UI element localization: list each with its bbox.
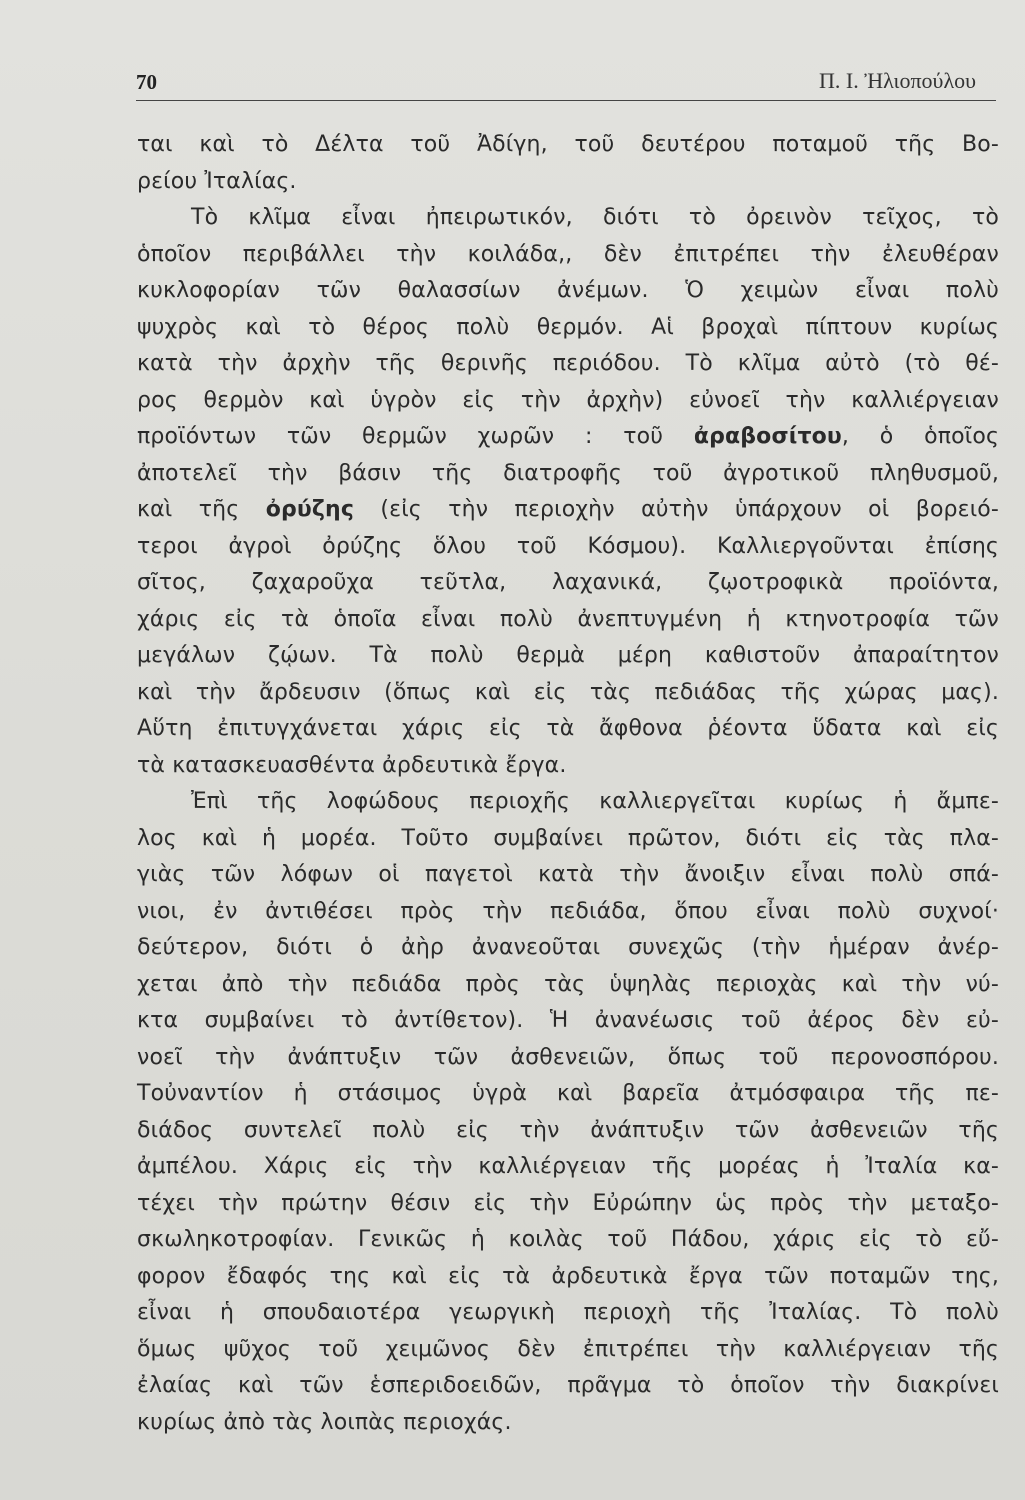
text-line: χεται ἀπὸ τὴν πεδιάδα πρὸς τὰς ὑψηλὰς περιοχὰς καὶ τὴν νύ- <box>137 971 999 997</box>
line-segment: (εἰς τὴν περιοχὴν αὐτὴν ὑπάρχουν οἱ βορειό- <box>354 497 1000 522</box>
text-line: κατὰ τὴν ἀρχὴν τῆς θερινῆς περιόδου. Τὸ κλῖμα αὐτὸ (τὸ θέ- <box>137 351 999 376</box>
running-head: Π. Ι. Ἠλιοπούλου <box>819 68 976 93</box>
text-line: τέχει τὴν πρώτην θέσιν εἰς τὴν Εὐρώπην ὡς πρὸς τὴν μεταξο- <box>137 1190 999 1216</box>
text-line: μεγάλων ζῴων. Τὰ πολὺ θερμὰ μέρη καθιστοῦν ἀπαραίτητον <box>137 643 999 668</box>
header-rule <box>136 100 996 101</box>
text-line: δεύτερον, διότι ὁ ἀὴρ ἀνανεοῦται συνεχῶς (τὴν ἡμέραν ἀνέρ- <box>137 935 999 960</box>
text-line: εἶναι ἡ σπουδαιοτέρα γεωργικὴ περιοχὴ τῆς Ἰταλίας. Τὸ πολὺ <box>137 1300 999 1325</box>
text-line: σῖτος, ζαχαροῦχα τεῦτλα, λαχανικά, ζῳοτροφικὰ προϊόντα, <box>137 570 999 595</box>
text-line: γιὰς τῶν λόφων οἱ παγετοὶ κατὰ τὴν ἄνοιξιν εἶναι πολὺ σπά- <box>137 862 999 887</box>
text-line: νοεῖ τὴν ἀνάπτυξιν τῶν ἀσθενειῶν, ὅπως τοῦ περονοσπόρου. <box>137 1044 999 1070</box>
text-line: Αὕτη ἐπιτυγχάνεται χάρις εἰς τὰ ἄφθονα ῥέοντα ὕδατα καὶ εἰς <box>137 716 999 741</box>
text-line: τὰ κατασκευασθέντα ἀρδευτικὰ ἔργα. <box>137 752 567 778</box>
text-line: τεροι ἀγροὶ ὀρύζης ὅλου τοῦ Κόσμου). Καλλιεργοῦνται ἐπίσης <box>137 533 999 559</box>
text-line: ψυχρὸς καὶ τὸ θέρος πολὺ θερμόν. Αἱ βροχαὶ πίπτουν κυρίως <box>137 314 999 340</box>
text-line <box>137 492 999 529</box>
text-line: καὶ τὴν ἄρδευσιν (ὅπως καὶ εἰς τὰς πεδιάδας τῆς χώρας μας). <box>137 679 999 705</box>
text-line: Τὸ κλῖμα εἶναι ἠπειρωτικόν, διότι τὸ ὀρεινὸν τεῖχος, τὸ <box>191 205 999 230</box>
text-line: κυρίως ἀπὸ τὰς λοιπὰς περιοχάς. <box>137 1409 512 1435</box>
text-line: ἀμπέλου. Χάρις εἰς τὴν καλλιέργειαν τῆς μορέας ἡ Ἰταλία κα- <box>137 1154 999 1179</box>
page-number: 70 <box>136 70 157 94</box>
text-line: ὁποῖον περιβάλλει τὴν κοιλάδα,, δὲν ἐπιτρέπει τὴν ἐλευθέραν <box>137 241 999 267</box>
text-line: κυκλοφορίαν τῶν θαλασσίων ἀνέμων. Ὁ χειμὼν εἶναι πολὺ <box>137 278 999 303</box>
text-line: χάρις εἰς τὰ ὁποῖα εἶναι πολὺ ἀνεπτυγμένη ἡ κτηνοτροφία τῶν <box>137 606 999 632</box>
text-line: ἐλαίας καὶ τῶν ἑσπεριδοειδῶν, πρᾶγμα τὸ ὁποῖον τὴν διακρίνει <box>137 1373 999 1398</box>
text-line: κτα συμβαίνει τὸ ἀντίθετον). Ἡ ἀνανέωσις τοῦ ἀέρος δὲν εὐ- <box>137 1008 999 1033</box>
body-text <box>137 127 999 1441</box>
text-line: ρείου Ἰταλίας. <box>137 168 297 194</box>
text-line: Τοὐναντίον ἡ στάσιμος ὑγρὰ καὶ βαρεῖα ἀτμόσφαιρα τῆς πε- <box>137 1081 999 1106</box>
line-segment: καὶ τῆς <box>137 497 266 522</box>
line-segment: , ὁ ὁποῖος <box>841 424 1000 449</box>
text-line: Ἐπὶ τῆς λοφώδους περιοχῆς καλλιεργεῖται κυρίως ἡ ἄμπε- <box>191 789 999 814</box>
line-segment: προϊόντων τῶν θερμῶν χωρῶν : τοῦ <box>137 424 694 449</box>
bold-term: ἀραβοσίτου <box>693 424 842 449</box>
text-line: σκωληκοτροφίαν. Γενικῶς ἡ κοιλὰς τοῦ Πάδου, χάρις εἰς τὸ εὔ- <box>137 1227 999 1252</box>
page-header <box>136 60 996 100</box>
text-line: διάδος συντελεῖ πολὺ εἰς τὴν ἀνάπτυξιν τῶν ἀσθενειῶν τῆς <box>137 1117 999 1143</box>
text-line: λος καὶ ἡ μορέα. Τοῦτο συμβαίνει πρῶτον, διότι εἰς τὰς πλα- <box>137 825 999 851</box>
text-line: φορον ἔδαφός της καὶ εἰς τὰ ἀρδευτικὰ ἔργα τῶν ποταμῶν της, <box>137 1263 999 1289</box>
text-line <box>137 419 999 456</box>
text-line: νιοι, ἐν ἀντιθέσει πρὸς τὴν πεδιάδα, ὅπου εἶναι πολὺ συχνοί· <box>137 898 999 924</box>
text-line: ται καὶ τὸ Δέλτα τοῦ Ἀδίγη, τοῦ δευτέρου ποταμοῦ τῆς Βο- <box>137 132 999 157</box>
bold-term: ὀρύζης <box>265 497 355 522</box>
text-line: ἀποτελεῖ τὴν βάσιν τῆς διατροφῆς τοῦ ἀγροτικοῦ πληθυσμοῦ, <box>137 460 999 486</box>
text-line: ρος θερμὸν καὶ ὑγρὸν εἰς τὴν ἀρχὴν) εὐνοεῖ τὴν καλλιέργειαν <box>137 387 999 413</box>
text-line: ὅμως ψῦχος τοῦ χειμῶνος δὲν ἐπιτρέπει τὴν καλλιέργειαν τῆς <box>137 1336 999 1362</box>
